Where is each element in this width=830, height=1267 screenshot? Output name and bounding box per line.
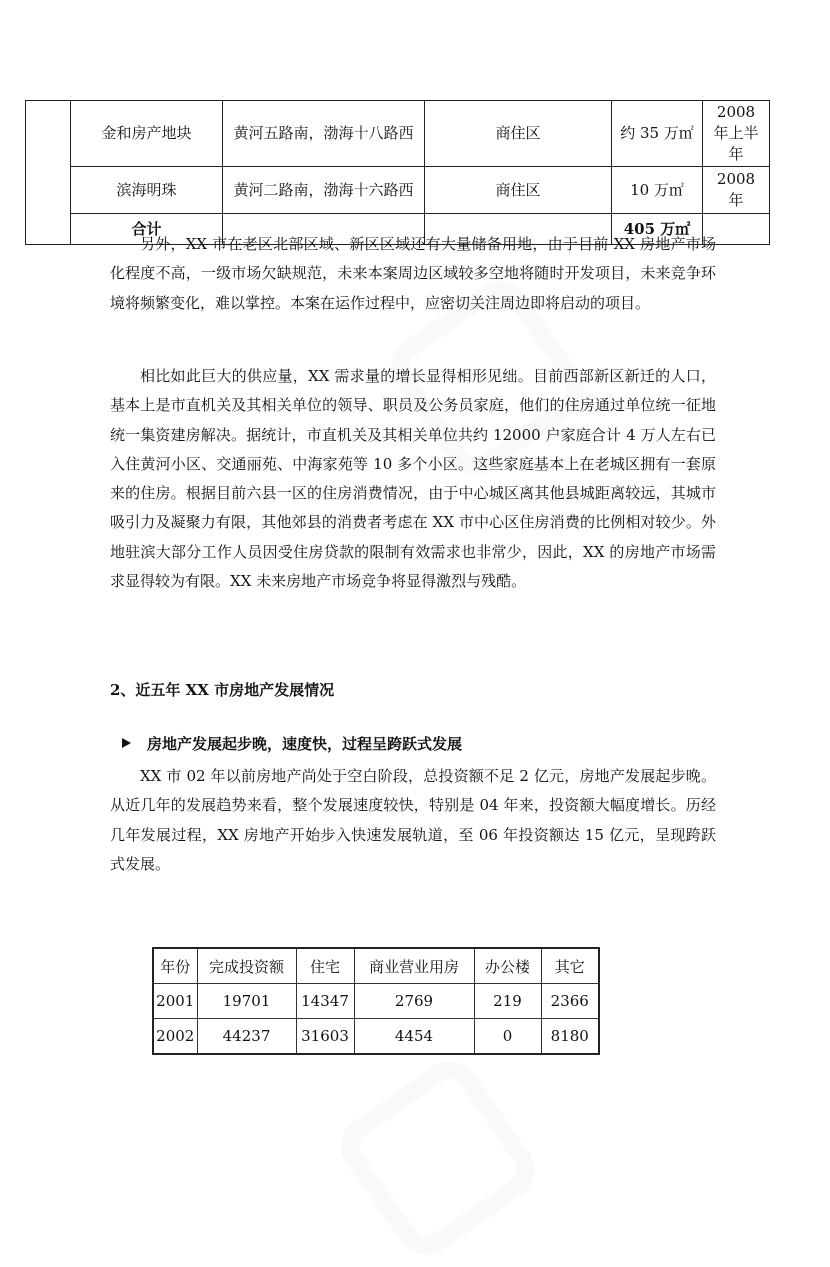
table-cell: 19701 — [197, 984, 296, 1019]
project-area: 约 35 万㎡ — [612, 101, 703, 167]
header-cell: 住宅 — [296, 948, 354, 984]
investment-table — [152, 947, 600, 1055]
paragraph: 另外，XX 市在老区北部区域、新区区域还有大量储备用地，由于目前 XX 房地产市场化程度不高，一级市场欠缺规范，未来本案周边区域较多空地将随时开发项目，未来竞争环境将频繁变化，难以掌控。本案在运作过程中，应密切关注周边即将启动的项目。 — [110, 235, 716, 312]
project-name: 滨海明珠 — [71, 167, 223, 214]
table-cell: 2001 — [153, 984, 197, 1019]
table-cell: 14347 — [296, 984, 354, 1019]
table-cell: 4454 — [354, 1019, 474, 1055]
table-cell: 31603 — [296, 1019, 354, 1055]
project-type: 商住区 — [425, 101, 612, 167]
header-cell: 办公楼 — [474, 948, 541, 984]
table-cell: 8180 — [541, 1019, 599, 1055]
total-label: 合计 — [71, 214, 223, 245]
table-cell — [26, 101, 71, 245]
arrow-bullet-icon — [122, 738, 131, 748]
table-row — [153, 984, 599, 1019]
header-cell: 完成投资额 — [197, 948, 296, 984]
table-row — [26, 101, 770, 167]
paragraph: 相比如此巨大的供应量，XX 需求量的增长显得相形见绌。目前西部新区新迁的人口，基本上是市直机关及其相关单位的领导、职员及公务员家庭，他们的住房通过单位统一征地统一集资建房解决。据统计，市直机关及其相关单位共约 12000 户家庭合计 4 万人左右已入住黄河小区、交通丽苑、中海家苑等 10 多个小区。这些家庭基本上在老城区拥有一套原来的住房。根据目前六县一区的住房消费情况，由于中心城区离其他县城距离较远，其城市吸引力及凝聚力有限，其他郊县的消费者考虑在 XX 市中心区住房消费的比例相对较少。外地驻滨大部分工作人员因受住房贷款的限制有效需求也非常少，因此，XX 的房地产市场需求显得较为有限。XX 未来房地产市场竞争将显得激烈与残酷。 — [110, 367, 716, 591]
table-row — [26, 167, 770, 214]
bullet-text: 房地产发展起步晚，速度快，过程呈跨跃式发展 — [147, 735, 463, 753]
table-cell: 44237 — [197, 1019, 296, 1055]
watermark — [329, 1049, 546, 1266]
project-time: 2008 年 — [703, 167, 770, 214]
table-cell: 2366 — [541, 984, 599, 1019]
header-cell: 年份 — [153, 948, 197, 984]
paragraph: XX 市 02 年以前房地产尚处于空白阶段，总投资额不足 2 亿元，房地产发展起步晚。从近几年的发展趋势来看，整个发展速度较快，特别是 04 年来，投资额大幅度增长。历经几年发展过程，XX 房地产开始步入快速发展轨道，至 06 年投资额达 15 亿元，呈现跨跃式发展。 — [110, 767, 716, 873]
project-time: 2008 年上半年 — [703, 101, 770, 167]
table-header-row — [153, 948, 599, 984]
table-cell: 2769 — [354, 984, 474, 1019]
project-location: 黄河二路南，渤海十六路西 — [223, 167, 425, 214]
project-name: 金和房产地块 — [71, 101, 223, 167]
project-location: 黄河五路南，渤海十八路西 — [223, 101, 425, 167]
project-type: 商住区 — [425, 167, 612, 214]
header-cell: 其它 — [541, 948, 599, 984]
table-cell: 219 — [474, 984, 541, 1019]
section-heading: 2、近五年 XX 市房地产发展情况 — [110, 681, 335, 699]
total-area: 405 万㎡ — [612, 214, 703, 245]
project-area: 10 万㎡ — [612, 167, 703, 214]
table-row — [153, 1019, 599, 1055]
land-supply-table — [25, 100, 770, 245]
table-cell: 2002 — [153, 1019, 197, 1055]
table-cell: 0 — [474, 1019, 541, 1055]
bullet-heading — [122, 733, 462, 754]
header-cell: 商业营业用房 — [354, 948, 474, 984]
